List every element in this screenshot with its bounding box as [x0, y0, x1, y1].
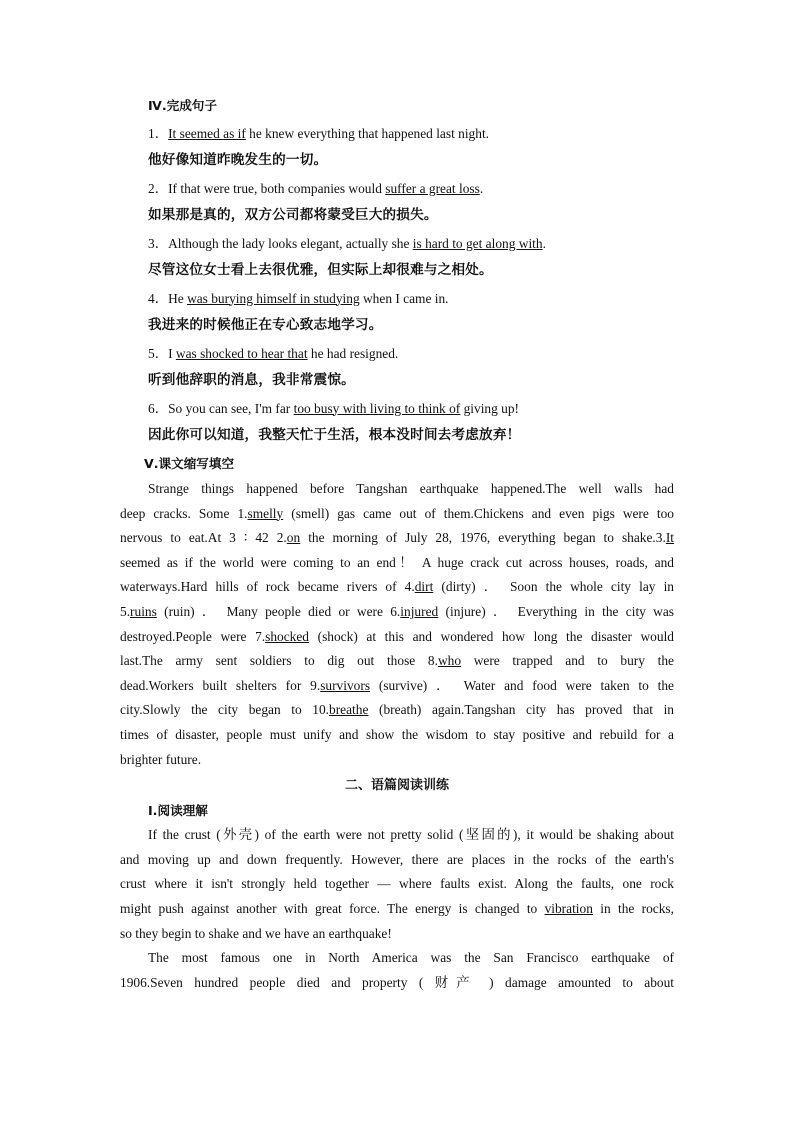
passage-text: If the crust (外壳) of the earth were not pretty solid (坚固的), it would be shaking about: [148, 827, 674, 843]
sentence-text: when I came in.: [359, 290, 449, 306]
answer-text: too busy with living to think of: [293, 400, 461, 416]
exercise-item: [120, 120, 674, 175]
passage-text: waterways.Hard hills of rock became rivers of 4.: [120, 579, 415, 595]
chinese-translation: 听到他辞职的消息，我非常震惊。: [148, 372, 355, 388]
passage-line: [120, 897, 674, 922]
passage-line: [120, 575, 674, 600]
document-page: [120, 92, 674, 995]
item-number: 1．: [148, 125, 169, 141]
passage-text: crust where it isn't strongly held together — where faults exist. Along the faults, one rock: [120, 876, 674, 892]
passage-text: city.Slowly the city began to 10.: [120, 702, 330, 718]
passage-line: [120, 946, 674, 971]
passage-line: [120, 971, 674, 996]
sentence-text: .: [542, 235, 546, 251]
answer-text: shocked: [265, 628, 310, 644]
sentence-text: I: [168, 345, 176, 361]
part-title: 二、语篇阅读训练: [344, 778, 449, 794]
passage-text: 1906.Seven hundred people died and property ( 财产 ) damage amounted to about: [120, 974, 674, 990]
exercise-item: [120, 230, 674, 285]
sentence-text: he had resigned.: [307, 345, 399, 361]
exercise-sentence: [120, 230, 674, 258]
passage-text: The most famous one in North America was the San Francisco earthquake of: [148, 950, 674, 966]
passage-line: [120, 502, 674, 527]
section-heading-reading: Ⅰ.阅读理解: [148, 803, 208, 819]
passage-line: [120, 625, 674, 650]
sentence-text: So you can see, I'm far: [168, 400, 294, 416]
item-number: 3．: [148, 235, 169, 251]
passage-line: [120, 922, 674, 947]
passage-text: the morning of July 28, 1976, everything began to shake.3.: [300, 530, 666, 546]
passage-text: (injure) ． Everything in the city was: [438, 603, 674, 619]
answer-text: was burying himself in studying: [187, 290, 360, 306]
passage-text: last.The army sent soldiers to dig out those 8.: [120, 653, 438, 669]
passage-line: [120, 872, 674, 897]
answer-text: injured: [400, 603, 439, 619]
item-number: 5．: [148, 345, 169, 361]
passage-line: [120, 823, 674, 848]
answer-text: who: [437, 653, 462, 669]
section-heading-summary-fill: Ⅴ.课文缩写填空: [144, 455, 235, 471]
passage-text: might push against another with great force. The energy is changed to: [120, 900, 545, 916]
exercise-item: [120, 395, 674, 450]
answer-text: ruins: [130, 603, 157, 619]
passage-text: and moving up and down frequently. However, there are places in the rocks of the earth's: [120, 851, 674, 867]
chinese-translation: 如果那是真的，双方公司都将蒙受巨大的损失。: [148, 207, 438, 223]
section-heading-complete-sentences: Ⅳ.完成句子: [148, 98, 217, 113]
chinese-translation: 他好像知道昨晚发生的一切。: [148, 152, 328, 168]
sentence-text: He: [168, 290, 188, 306]
passage-text: in the rocks,: [592, 900, 674, 916]
passage-text: (ruin) ． Many people died or were 6.: [156, 603, 401, 619]
passage-text: (survive) ． Water and food were taken to the: [370, 677, 674, 693]
exercise-item: [120, 340, 674, 395]
answer-text: on: [286, 530, 301, 546]
chinese-translation: 因此你可以知道，我整天忙于生活，根本没时间去考虑放弃！: [148, 427, 521, 443]
exercise-item: [120, 175, 674, 230]
passage-text: brighter future.: [120, 751, 202, 767]
chinese-translation: 尽管这位女士看上去很优雅，但实际上却很难与之相处。: [148, 262, 493, 278]
item-number: 6．: [148, 400, 169, 416]
exercise-item: [120, 285, 674, 340]
passage-line: [120, 526, 674, 551]
answer-text: It seemed as if: [168, 125, 246, 141]
passage-line: [120, 551, 674, 576]
answer-text: It: [665, 530, 675, 546]
passage-text: (dirty) ． Soon the whole city lay in: [433, 579, 674, 595]
exercise-list: [120, 120, 674, 450]
summary-passage: [120, 477, 674, 772]
answer-text: survivors: [320, 677, 371, 693]
passage-text: times of disaster, people must unify and show the wisdom to stay positive and rebuild for a: [120, 726, 674, 742]
passage-line: [120, 723, 674, 748]
exercise-sentence: [120, 285, 674, 313]
passage-text: nervous to eat.At 3 ∶ 42 2.: [120, 530, 287, 546]
passage-text: (shock) at this and wondered how long the disaster would: [309, 628, 674, 644]
passage-text: destroyed.People were 7.: [120, 628, 266, 644]
passage-text: (breath) again.Tangshan city has proved that in: [368, 702, 674, 718]
exercise-sentence: [120, 340, 674, 368]
answer-text: is hard to get along with: [412, 235, 543, 251]
sentence-text: .: [479, 180, 484, 196]
item-number: 4．: [148, 290, 169, 306]
passage-line: [120, 600, 674, 625]
sentence-text: he knew everything that happened last night.: [245, 125, 490, 141]
passage-text: so they begin to shake and we have an earthquake!: [120, 925, 392, 941]
passage-line: [120, 477, 674, 502]
answer-text: was shocked to hear that: [175, 345, 308, 361]
passage-text: deep cracks. Some 1.: [120, 505, 248, 521]
passage-line: [120, 674, 674, 699]
passage-line: [120, 848, 674, 873]
answer-text: smelly: [247, 505, 284, 521]
exercise-sentence: [120, 120, 674, 148]
item-number: 2．: [148, 180, 169, 196]
passage-text: Strange things happened before Tangshan earthquake happened.The well walls had: [148, 481, 674, 496]
chinese-translation: 我进来的时候他正在专心致志地学习。: [148, 317, 383, 333]
passage-line: [120, 698, 674, 723]
passage-text: were trapped and to bury the: [461, 653, 674, 669]
sentence-text: giving up!: [460, 400, 520, 416]
exercise-sentence: [120, 395, 674, 423]
answer-text: suffer a great loss: [385, 180, 480, 196]
passage-text: (smell) gas came out of them.Chickens and even pigs were too: [283, 505, 674, 521]
answer-text: dirt: [414, 579, 434, 595]
sentence-text: Although the lady looks elegant, actually she: [168, 235, 413, 251]
passage-line: [120, 649, 674, 674]
passage-text: 5.: [120, 603, 131, 619]
sentence-text: If that were true, both companies would: [168, 180, 386, 196]
passage-text: seemed as if the world were coming to an end！ A huge crack cut across houses, roads, and: [120, 554, 674, 570]
reading-passage: [120, 823, 674, 995]
passage-line: [120, 748, 674, 773]
answer-text: vibration: [544, 900, 593, 916]
passage-text: dead.Workers built shelters for 9.: [120, 677, 321, 693]
exercise-sentence: [120, 175, 674, 203]
answer-text: breathe: [329, 702, 369, 718]
